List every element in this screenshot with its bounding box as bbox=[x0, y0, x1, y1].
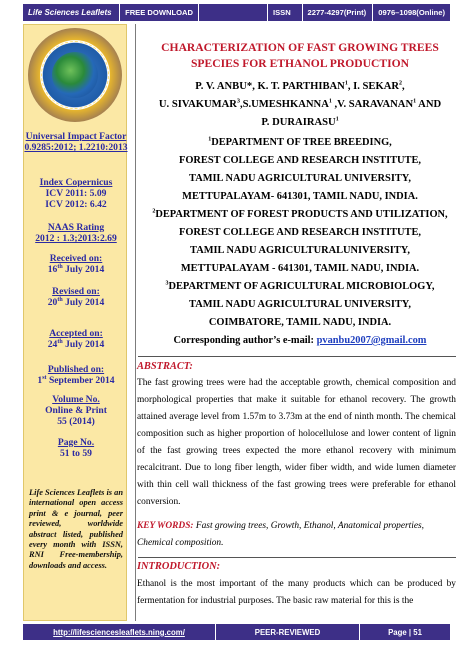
copernicus-title: Index Copernicus bbox=[39, 177, 113, 188]
free-download-label[interactable]: FREE DOWNLOAD bbox=[125, 8, 193, 17]
page-info bbox=[24, 437, 128, 459]
column-divider bbox=[135, 24, 136, 621]
affiliations bbox=[142, 134, 458, 350]
corresponding-email-link[interactable]: pvanbu2007@gmail.com bbox=[316, 335, 427, 346]
author-sup: 1 bbox=[413, 98, 417, 105]
accepted-date bbox=[24, 328, 128, 350]
issn-label-cell bbox=[268, 4, 303, 21]
author-line-3: P. DURAIRASU bbox=[261, 117, 336, 128]
index-copernicus bbox=[24, 177, 128, 210]
revised-sup: th bbox=[57, 296, 63, 303]
icv-2012: ICV 2012: 6.42 bbox=[45, 199, 107, 210]
journal-logo bbox=[28, 28, 122, 122]
affiliation-2-line-3: TAMIL NADU AGRICULTURALUNIVERSITY, bbox=[190, 245, 410, 256]
header-bar bbox=[23, 4, 450, 21]
title-line-2: SPECIES FOR ETHANOL PRODUCTION bbox=[190, 57, 410, 70]
received-sup: th bbox=[57, 263, 63, 270]
footer-peer-cell bbox=[216, 624, 360, 640]
published-day: 1 bbox=[37, 375, 43, 386]
naas-title: NAAS Rating bbox=[47, 222, 105, 233]
impact-factor bbox=[24, 131, 128, 153]
page-range: 51 to 59 bbox=[60, 448, 92, 459]
author-line-1c: , bbox=[402, 81, 405, 92]
journal-name-cell bbox=[23, 4, 120, 21]
affiliation-2-line-1: DEPARTMENT OF FOREST PRODUCTS AND UTILIZATION, bbox=[155, 209, 448, 220]
page-number: Page | 51 bbox=[388, 627, 422, 637]
icv-2011: ICV 2011: 5.09 bbox=[45, 188, 107, 199]
volume-online: Online & Print bbox=[45, 405, 107, 416]
peer-reviewed-label: PEER-REVIEWED bbox=[254, 627, 321, 637]
published-rest: September 2014 bbox=[46, 375, 115, 386]
issn-online-cell bbox=[373, 4, 450, 21]
introduction-text: Ethanol is the most important of the many products which can be produced by fermentation for industrial purposes. The basic raw material for this is the bbox=[137, 579, 456, 606]
author-sup: 1 bbox=[335, 116, 339, 123]
sidebar bbox=[23, 24, 127, 621]
volume-info bbox=[24, 394, 128, 427]
affiliation-sup: 1 bbox=[208, 136, 212, 143]
issn-print-cell bbox=[303, 4, 374, 21]
affiliation-1-line-4: METTUPALAYAM- 641301, TAMIL NADU, INDIA. bbox=[182, 191, 418, 202]
author-line-2d: AND bbox=[416, 99, 442, 110]
page-label: Page No. bbox=[57, 437, 95, 448]
accepted-sup: th bbox=[57, 338, 63, 345]
issn-label: ISSN bbox=[272, 8, 291, 17]
impact-factor-text: Universal Impact Factor 0.9285:2012; 1.2210:2013 bbox=[24, 131, 128, 153]
volume-value: 55 (2014) bbox=[57, 416, 95, 427]
author-sup: 1 bbox=[328, 98, 332, 105]
affiliation-3-line-2: TAMIL NADU AGRICULTURAL UNIVERSITY, bbox=[189, 299, 411, 310]
footer-url-link[interactable]: http://lifesciencesleaflets.ning.com/ bbox=[53, 627, 185, 637]
title-line-1: CHARACTERIZATION OF FAST GROWING TREES bbox=[161, 41, 439, 54]
intro-divider bbox=[138, 557, 456, 558]
accepted-rest: July 2014 bbox=[62, 339, 105, 350]
blank-cell bbox=[199, 4, 268, 21]
published-label: Published on: bbox=[47, 364, 105, 375]
author-line-1b: , I. SEKAR bbox=[347, 81, 400, 92]
free-download-cell[interactable] bbox=[120, 4, 199, 21]
revised-day: 20 bbox=[47, 297, 58, 308]
affiliation-3-line-3: COIMBATORE, TAMIL NADU, INDIA. bbox=[208, 317, 392, 328]
footer-page-cell bbox=[360, 624, 450, 640]
received-day: 16 bbox=[47, 264, 58, 275]
revised-label: Revised on: bbox=[52, 286, 100, 297]
volume-label: Volume No. bbox=[52, 394, 100, 405]
article-title bbox=[142, 40, 458, 72]
corresponding-author-label: Corresponding author’s e-mail: bbox=[173, 335, 317, 346]
keywords-label: KEY WORDS: bbox=[137, 521, 194, 531]
keywords bbox=[137, 518, 456, 552]
abstract-divider bbox=[138, 356, 456, 357]
author-sup: 2 bbox=[399, 80, 403, 87]
issn-online: 0976–1098(Online) bbox=[378, 8, 445, 17]
received-date bbox=[24, 253, 128, 275]
revised-date bbox=[24, 286, 128, 308]
footer-bar bbox=[23, 624, 450, 640]
received-label: Received on: bbox=[49, 253, 103, 264]
affiliation-3-line-1: DEPARTMENT OF AGRICULTURAL MICROBIOLOGY, bbox=[168, 281, 435, 292]
affiliation-1-line-1: DEPARTMENT OF TREE BREEDING, bbox=[211, 137, 392, 148]
published-date bbox=[24, 364, 128, 386]
author-sup: 3 bbox=[236, 98, 240, 105]
received-rest: July 2014 bbox=[62, 264, 105, 275]
affiliation-sup: 2 bbox=[152, 208, 156, 215]
footer-url-cell[interactable] bbox=[23, 624, 216, 640]
affiliation-1-line-2: FOREST COLLEGE AND RESEARCH INSTITUTE, bbox=[178, 155, 422, 166]
author-line-1a: P. V. ANBU*, K. T. PARTHIBAN bbox=[195, 81, 345, 92]
author-line-2a: U. SIVAKUMAR bbox=[158, 99, 237, 110]
affiliation-2-line-4: METTUPALAYAM - 641301, TAMIL NADU, INDIA. bbox=[180, 263, 420, 274]
affiliation-2-line-2: FOREST COLLEGE AND RESEARCH INSTITUTE, bbox=[178, 227, 422, 238]
affiliation-sup: 3 bbox=[165, 280, 169, 287]
author-line-2c: ,V. SARAVANAN bbox=[331, 99, 414, 110]
published-sup: st bbox=[42, 374, 47, 381]
naas-rating bbox=[24, 222, 128, 244]
affiliation-1-line-3: TAMIL NADU AGRICULTURAL UNIVERSITY, bbox=[189, 173, 411, 184]
accepted-day: 24 bbox=[47, 339, 58, 350]
introduction-heading: INTRODUCTION: bbox=[137, 561, 221, 572]
abstract-heading: ABSTRACT: bbox=[137, 361, 193, 372]
journal-name: Life Sciences Leaflets bbox=[28, 8, 112, 17]
author-line-2b: ,S.UMESHKANNA bbox=[239, 99, 329, 110]
naas-value: 2012 : 1.3;2013:2.69 bbox=[35, 233, 117, 244]
author-list bbox=[142, 78, 458, 132]
globe-icon bbox=[52, 52, 98, 98]
accepted-label: Accepted on: bbox=[49, 328, 103, 339]
keywords-text: Fast growing trees, Growth, Ethanol, Anatomical properties, Chemical composition. bbox=[137, 521, 424, 548]
issn-print: 2277-4297(Print) bbox=[307, 8, 367, 17]
author-sup: 1 bbox=[344, 80, 348, 87]
revised-rest: July 2014 bbox=[62, 297, 105, 308]
abstract-text: The fast growing trees were had the acceptable growth, chemical composition and morphological properties that make it suitable for ethanol recovery. The growth attained average level from 1.57m to 3.73m at the end of ninth month. The chemical composition such as higher proportion of holocellulose and lower content of lignin of the fast growing trees expected the more ethanol recovery with minimum recalcitrant. Due to long fiber length, wider fiber width, and wide lumen diameter with thin cell wall thickness of the fast growing trees were preferable for ethanol conversion. bbox=[137, 378, 456, 507]
journal-blurb: Life Sciences Leaflets is an international open access print & e journal, peer reviewed, worldwide abstract listed, published every month with ISSN, RNI Free-membership, downloads and access. bbox=[29, 488, 123, 570]
